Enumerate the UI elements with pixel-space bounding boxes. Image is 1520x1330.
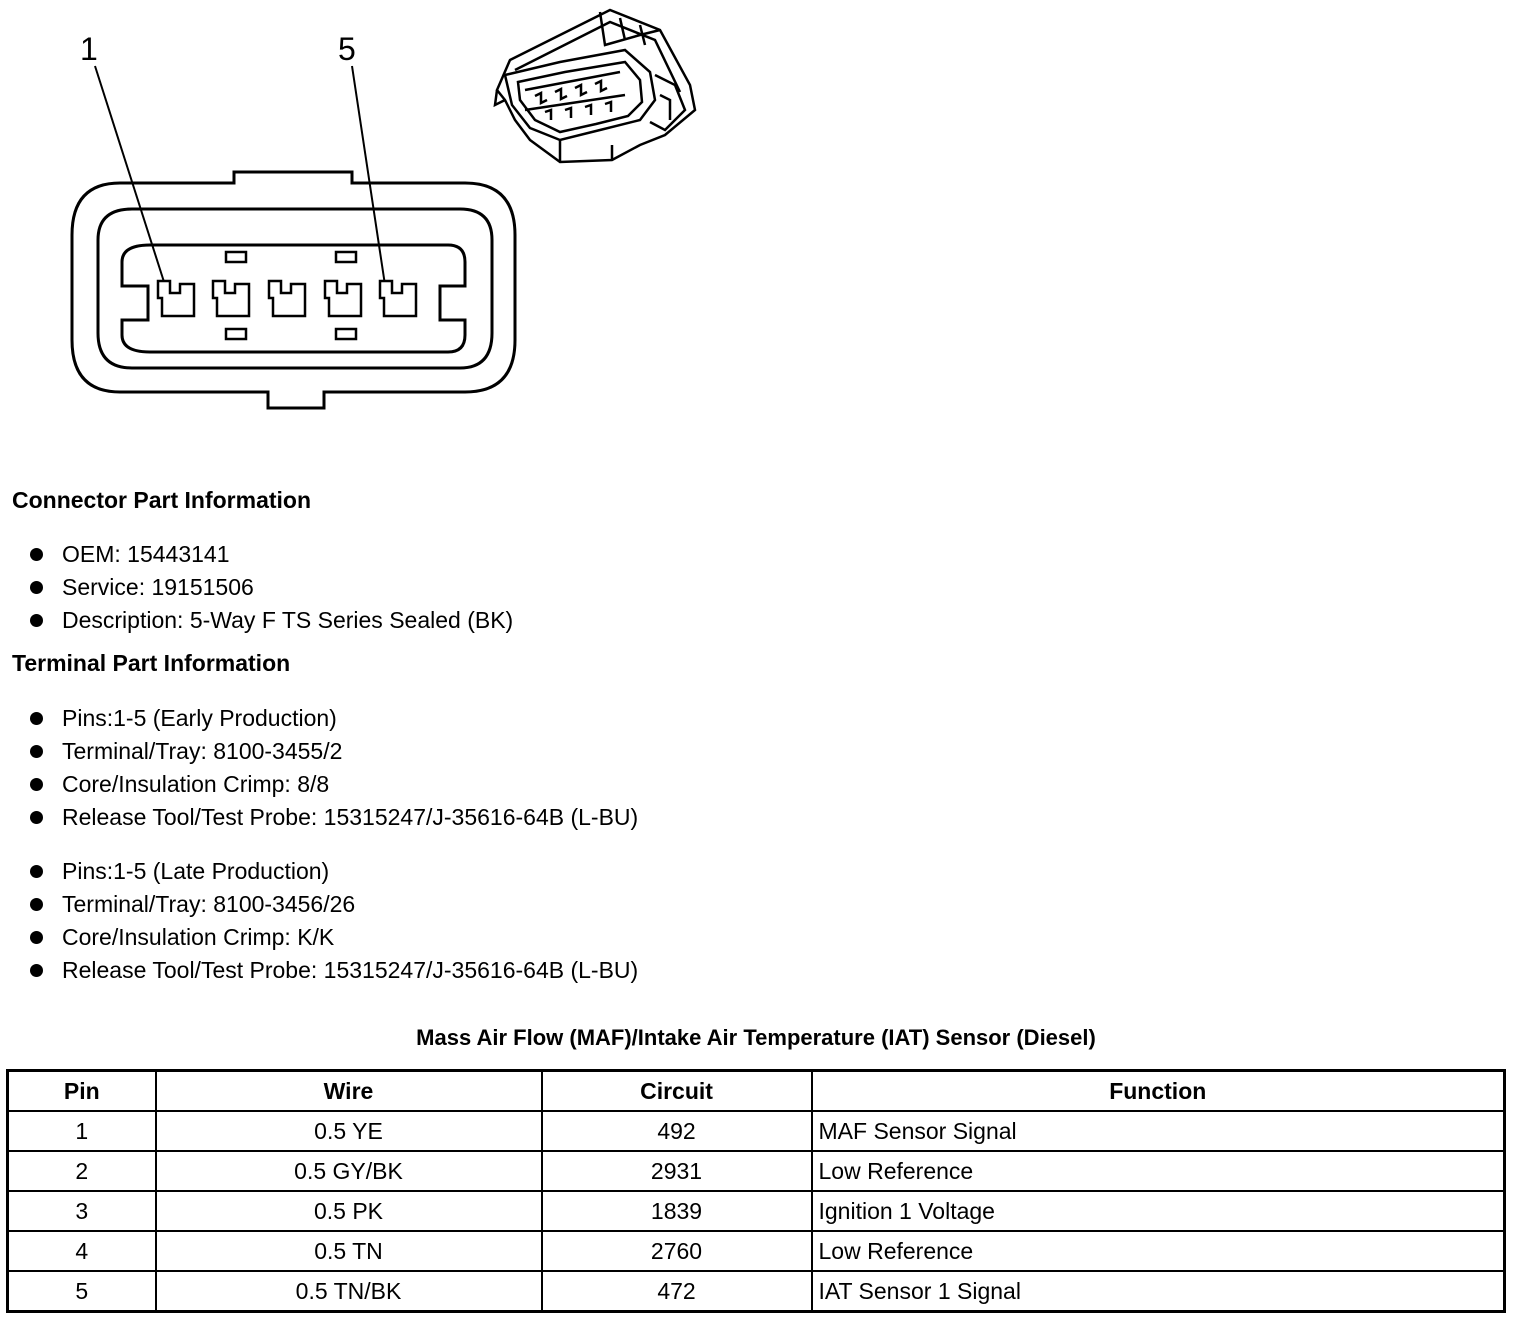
header-pin: Pin (8, 1071, 156, 1112)
cell-circuit: 492 (542, 1111, 812, 1151)
cell-pin: 2 (8, 1151, 156, 1191)
terminal-cavity-4 (325, 281, 361, 316)
table-header-row (8, 1071, 1505, 1112)
connector-info-list (30, 538, 513, 637)
table-row (8, 1271, 1505, 1312)
terminal-cavity-5 (380, 281, 416, 316)
terminal-cavity-2 (213, 281, 249, 316)
connector-3d-illustration (495, 10, 695, 162)
terminal-info-late-list (30, 855, 638, 987)
pinout-table (6, 1069, 1506, 1313)
connector-diagram (0, 0, 720, 440)
cell-function: IAT Sensor 1 Signal (812, 1271, 1505, 1312)
table-row (8, 1191, 1505, 1231)
cell-circuit: 2760 (542, 1231, 812, 1271)
cell-pin: 3 (8, 1191, 156, 1231)
list-item: Core/Insulation Crimp: 8/8 (30, 768, 638, 801)
header-circuit: Circuit (542, 1071, 812, 1112)
terminal-info-title: Terminal Part Information (12, 650, 291, 676)
cell-wire: 0.5 YE (156, 1111, 542, 1151)
cell-wire: 0.5 PK (156, 1191, 542, 1231)
leader-line-1 (95, 66, 165, 285)
header-wire: Wire (156, 1071, 542, 1112)
terminal-cavity-3 (269, 281, 305, 316)
table-row (8, 1111, 1505, 1151)
cell-function: Ignition 1 Voltage (812, 1191, 1505, 1231)
list-item: OEM: 15443141 (30, 538, 513, 571)
cell-function: Low Reference (812, 1151, 1505, 1191)
header-function: Function (812, 1071, 1505, 1112)
cell-wire: 0.5 TN/BK (156, 1271, 542, 1312)
table-title: Mass Air Flow (MAF)/Intake Air Temperature (IAT) Sensor (Diesel) (416, 1025, 1096, 1050)
table-row (8, 1151, 1505, 1191)
cell-circuit: 1839 (542, 1191, 812, 1231)
connector-info-title: Connector Part Information (12, 487, 312, 513)
cell-pin: 1 (8, 1111, 156, 1151)
list-item: Service: 19151506 (30, 571, 513, 604)
list-item: Pins:1-5 (Early Production) (30, 702, 638, 735)
cell-wire: 0.5 GY/BK (156, 1151, 542, 1191)
cell-pin: 4 (8, 1231, 156, 1271)
terminal-cavities (158, 281, 416, 316)
cell-pin: 5 (8, 1271, 156, 1312)
list-item: Description: 5-Way F TS Series Sealed (BK) (30, 604, 513, 637)
cell-wire: 0.5 TN (156, 1231, 542, 1271)
cell-circuit: 2931 (542, 1151, 812, 1191)
terminal-cavity-1 (158, 281, 194, 316)
list-item: Terminal/Tray: 8100-3456/26 (30, 888, 638, 921)
cell-function: Low Reference (812, 1231, 1505, 1271)
callout-pin-1: 1 (80, 31, 98, 67)
table-row (8, 1231, 1505, 1271)
list-item: Terminal/Tray: 8100-3455/2 (30, 735, 638, 768)
cell-circuit: 472 (542, 1271, 812, 1312)
list-item: Release Tool/Test Probe: 15315247/J-35616-64B (L-BU) (30, 801, 638, 834)
list-item: Pins:1-5 (Late Production) (30, 855, 638, 888)
terminal-info-early-list (30, 702, 638, 834)
list-item: Release Tool/Test Probe: 15315247/J-35616-64B (L-BU) (30, 954, 638, 987)
cell-function: MAF Sensor Signal (812, 1111, 1505, 1151)
list-item: Core/Insulation Crimp: K/K (30, 921, 638, 954)
callout-pin-5: 5 (338, 31, 356, 67)
